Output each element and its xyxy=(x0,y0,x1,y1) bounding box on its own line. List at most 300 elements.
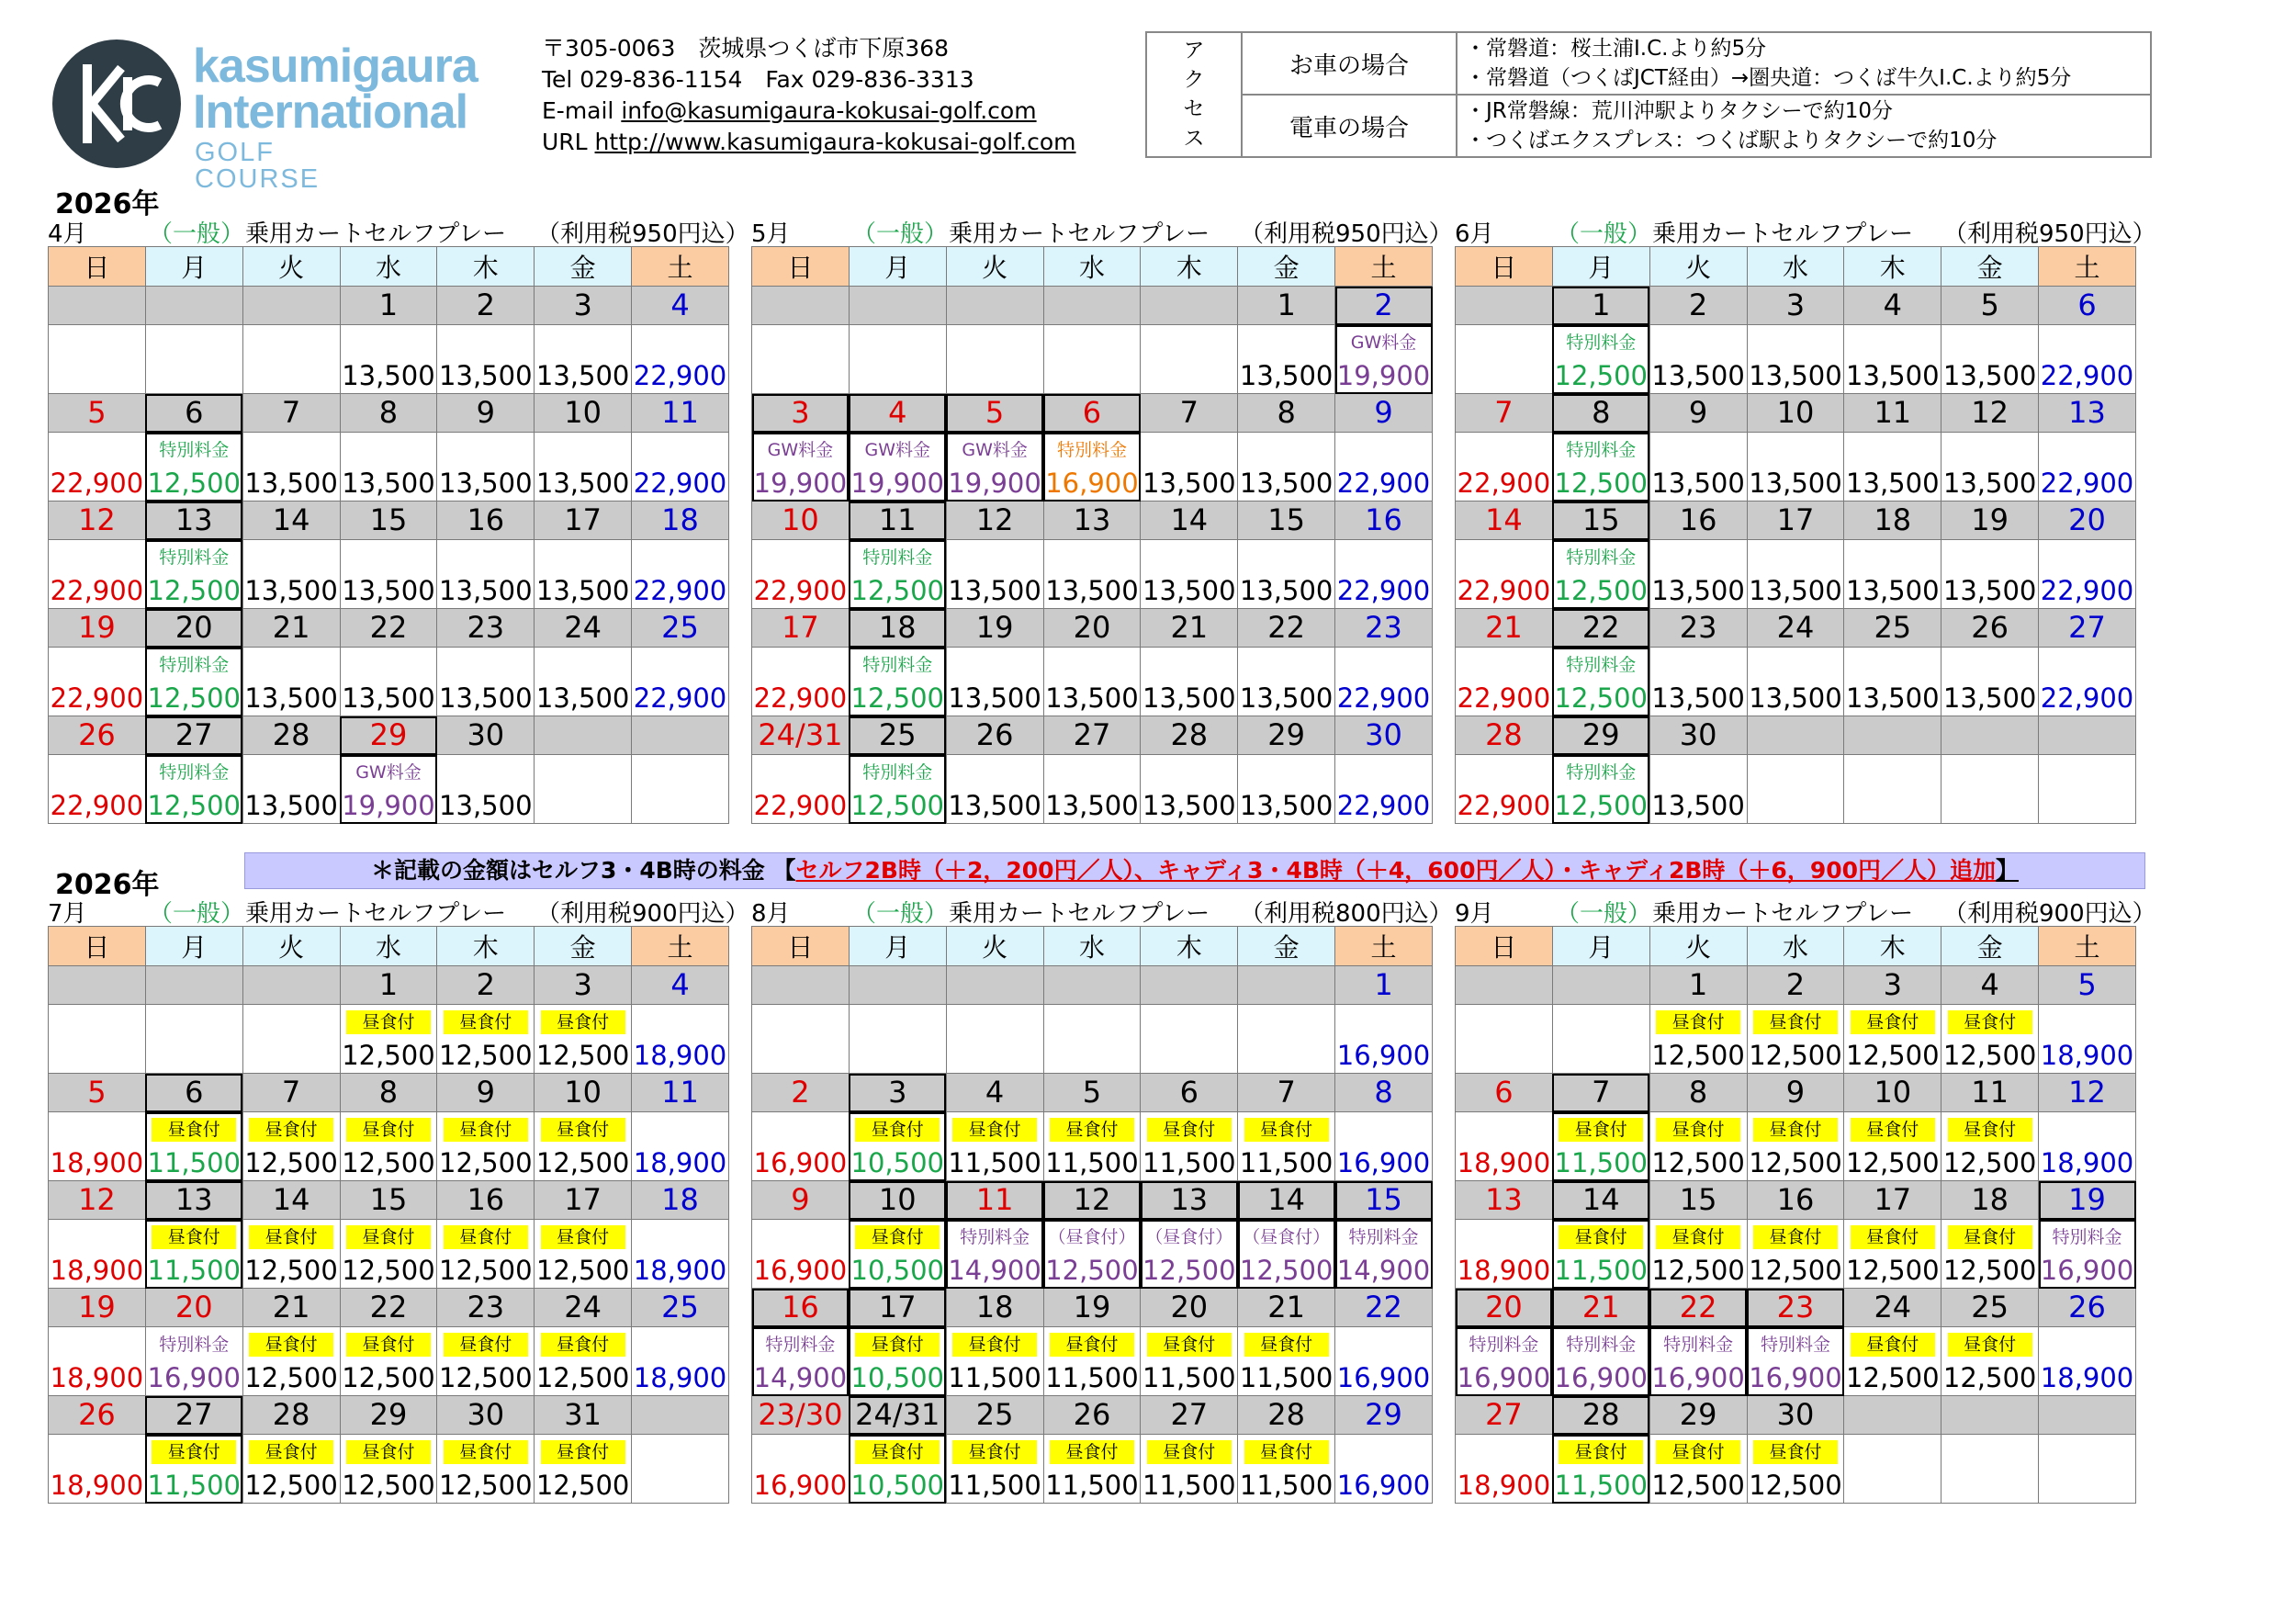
price-cell[interactable] xyxy=(1552,755,1649,824)
date-cell[interactable]: 8 xyxy=(340,1074,437,1112)
price-cell[interactable] xyxy=(1747,1327,1844,1396)
date-cell[interactable]: 2 xyxy=(1335,287,1433,325)
date-cell[interactable]: 6 xyxy=(1043,394,1141,433)
price-cell[interactable] xyxy=(849,755,946,824)
price-cell[interactable] xyxy=(1043,1327,1141,1396)
price-cell[interactable] xyxy=(946,1112,1043,1181)
date-cell[interactable]: 6 xyxy=(1141,1074,1238,1112)
date-cell[interactable]: 9 xyxy=(1335,394,1433,433)
price-cell[interactable] xyxy=(946,1220,1043,1289)
date-cell[interactable]: 4 xyxy=(632,966,729,1005)
date-cell[interactable]: 13 xyxy=(1141,1181,1238,1220)
price-cell[interactable] xyxy=(1649,325,1747,394)
price-cell[interactable] xyxy=(437,325,535,394)
date-cell[interactable]: 25 xyxy=(632,1289,729,1327)
date-cell[interactable]: 22 xyxy=(340,1289,437,1327)
date-cell[interactable]: 22 xyxy=(1552,609,1649,648)
date-cell[interactable]: 3 xyxy=(1844,966,1941,1005)
price-cell[interactable] xyxy=(849,1327,946,1396)
date-cell[interactable]: 4 xyxy=(1941,966,2039,1005)
price-cell[interactable] xyxy=(1649,648,1747,716)
price-cell[interactable] xyxy=(2039,1005,2136,1074)
date-cell[interactable]: 20 xyxy=(1141,1289,1238,1327)
price-cell[interactable] xyxy=(1747,540,1844,609)
date-cell[interactable]: 9 xyxy=(437,1074,535,1112)
price-cell[interactable] xyxy=(1238,1112,1335,1181)
price-cell[interactable] xyxy=(849,540,946,609)
price-cell[interactable] xyxy=(49,648,146,716)
price-cell[interactable] xyxy=(1844,540,1941,609)
price-cell[interactable] xyxy=(1335,1220,1433,1289)
price-cell[interactable] xyxy=(242,1112,340,1181)
price-cell[interactable] xyxy=(2039,540,2136,609)
date-cell[interactable]: 30 xyxy=(437,1396,535,1435)
date-cell[interactable]: 11 xyxy=(946,1181,1043,1220)
date-cell[interactable]: 8 xyxy=(1238,394,1335,433)
date-cell[interactable]: 9 xyxy=(437,394,535,433)
price-cell[interactable] xyxy=(535,540,632,609)
date-cell[interactable]: 2 xyxy=(752,1074,850,1112)
price-cell[interactable] xyxy=(1141,433,1238,502)
price-cell[interactable] xyxy=(1238,1220,1335,1289)
date-cell[interactable]: 1 xyxy=(1335,966,1433,1005)
date-cell[interactable]: 26 xyxy=(946,716,1043,755)
price-cell[interactable] xyxy=(1844,325,1941,394)
date-cell[interactable]: 7 xyxy=(1552,1074,1649,1112)
date-cell[interactable]: 3 xyxy=(1747,287,1844,325)
price-cell[interactable] xyxy=(1941,1220,2039,1289)
date-cell[interactable]: 1 xyxy=(1649,966,1747,1005)
price-cell[interactable] xyxy=(1649,1112,1747,1181)
price-cell[interactable] xyxy=(437,540,535,609)
date-cell[interactable]: 2 xyxy=(437,287,535,325)
date-cell[interactable]: 13 xyxy=(2039,394,2136,433)
price-cell[interactable] xyxy=(1941,325,2039,394)
date-cell[interactable]: 11 xyxy=(849,502,946,540)
date-cell[interactable]: 19 xyxy=(49,609,146,648)
website-link[interactable]: http://www.kasumigaura-kokusai-golf.com xyxy=(594,129,1076,155)
price-cell[interactable] xyxy=(946,540,1043,609)
date-cell[interactable]: 27 xyxy=(1141,1396,1238,1435)
date-cell[interactable]: 28 xyxy=(242,716,340,755)
date-cell[interactable]: 29 xyxy=(1649,1396,1747,1435)
date-cell[interactable]: 26 xyxy=(49,1396,146,1435)
date-cell[interactable]: 4 xyxy=(849,394,946,433)
date-cell[interactable]: 10 xyxy=(849,1181,946,1220)
date-cell[interactable]: 13 xyxy=(145,1181,242,1220)
price-cell[interactable] xyxy=(632,1005,729,1074)
date-cell[interactable]: 25 xyxy=(849,716,946,755)
price-cell[interactable] xyxy=(752,648,850,716)
date-cell[interactable]: 29 xyxy=(1335,1396,1433,1435)
date-cell[interactable]: 5 xyxy=(49,394,146,433)
date-cell[interactable]: 18 xyxy=(1844,502,1941,540)
date-cell[interactable]: 4 xyxy=(1844,287,1941,325)
price-cell[interactable] xyxy=(849,1435,946,1504)
date-cell[interactable]: 27 xyxy=(145,1396,242,1435)
price-cell[interactable] xyxy=(1238,325,1335,394)
date-cell[interactable]: 21 xyxy=(242,1289,340,1327)
date-cell[interactable]: 10 xyxy=(1747,394,1844,433)
date-cell[interactable]: 10 xyxy=(1844,1074,1941,1112)
price-cell[interactable] xyxy=(49,755,146,824)
date-cell[interactable]: 23 xyxy=(437,1289,535,1327)
price-cell[interactable] xyxy=(632,540,729,609)
price-cell[interactable] xyxy=(49,1220,146,1289)
date-cell[interactable]: 25 xyxy=(946,1396,1043,1435)
price-cell[interactable] xyxy=(242,1327,340,1396)
date-cell[interactable]: 23/30 xyxy=(752,1396,850,1435)
date-cell[interactable]: 30 xyxy=(1335,716,1433,755)
date-cell[interactable]: 3 xyxy=(535,966,632,1005)
date-cell[interactable]: 16 xyxy=(437,502,535,540)
price-cell[interactable] xyxy=(242,1220,340,1289)
price-cell[interactable] xyxy=(1649,540,1747,609)
price-cell[interactable] xyxy=(145,1220,242,1289)
price-cell[interactable] xyxy=(1649,1220,1747,1289)
date-cell[interactable]: 30 xyxy=(1747,1396,1844,1435)
price-cell[interactable] xyxy=(849,1112,946,1181)
price-cell[interactable] xyxy=(632,1220,729,1289)
price-cell[interactable] xyxy=(2039,1112,2136,1181)
price-cell[interactable] xyxy=(752,433,850,502)
price-cell[interactable] xyxy=(752,1327,850,1396)
date-cell[interactable]: 5 xyxy=(49,1074,146,1112)
date-cell[interactable]: 31 xyxy=(535,1396,632,1435)
date-cell[interactable]: 28 xyxy=(1141,716,1238,755)
date-cell[interactable]: 2 xyxy=(1747,966,1844,1005)
price-cell[interactable] xyxy=(242,1435,340,1504)
price-cell[interactable] xyxy=(1649,433,1747,502)
price-cell[interactable] xyxy=(752,1435,850,1504)
date-cell[interactable]: 4 xyxy=(632,287,729,325)
price-cell[interactable] xyxy=(2039,1327,2136,1396)
date-cell[interactable]: 21 xyxy=(1552,1289,1649,1327)
date-cell[interactable]: 15 xyxy=(340,1181,437,1220)
price-cell[interactable] xyxy=(242,648,340,716)
price-cell[interactable] xyxy=(1456,1112,1553,1181)
price-cell[interactable] xyxy=(1747,1112,1844,1181)
date-cell[interactable]: 27 xyxy=(145,716,242,755)
price-cell[interactable] xyxy=(49,1112,146,1181)
price-cell[interactable] xyxy=(1552,325,1649,394)
date-cell[interactable]: 14 xyxy=(1238,1181,1335,1220)
date-cell[interactable]: 29 xyxy=(1552,716,1649,755)
price-cell[interactable] xyxy=(437,1435,535,1504)
price-cell[interactable] xyxy=(242,755,340,824)
date-cell[interactable]: 22 xyxy=(1649,1289,1747,1327)
price-cell[interactable] xyxy=(1335,325,1433,394)
date-cell[interactable]: 2 xyxy=(1649,287,1747,325)
date-cell[interactable]: 5 xyxy=(2039,966,2136,1005)
price-cell[interactable] xyxy=(1941,1327,2039,1396)
date-cell[interactable]: 18 xyxy=(632,502,729,540)
date-cell[interactable]: 19 xyxy=(946,609,1043,648)
price-cell[interactable] xyxy=(849,648,946,716)
price-cell[interactable] xyxy=(1844,648,1941,716)
date-cell[interactable]: 29 xyxy=(340,716,437,755)
date-cell[interactable]: 17 xyxy=(752,609,850,648)
price-cell[interactable] xyxy=(437,755,535,824)
price-cell[interactable] xyxy=(1552,648,1649,716)
date-cell[interactable]: 22 xyxy=(1335,1289,1433,1327)
date-cell[interactable]: 11 xyxy=(1941,1074,2039,1112)
price-cell[interactable] xyxy=(2039,648,2136,716)
price-cell[interactable] xyxy=(145,540,242,609)
price-cell[interactable] xyxy=(946,648,1043,716)
date-cell[interactable]: 7 xyxy=(1141,394,1238,433)
price-cell[interactable] xyxy=(946,433,1043,502)
price-cell[interactable] xyxy=(1456,755,1553,824)
date-cell[interactable]: 8 xyxy=(1649,1074,1747,1112)
price-cell[interactable] xyxy=(1043,1220,1141,1289)
price-cell[interactable] xyxy=(946,1327,1043,1396)
price-cell[interactable] xyxy=(1335,755,1433,824)
date-cell[interactable]: 9 xyxy=(1649,394,1747,433)
price-cell[interactable] xyxy=(752,1220,850,1289)
date-cell[interactable]: 12 xyxy=(2039,1074,2136,1112)
date-cell[interactable]: 25 xyxy=(632,609,729,648)
date-cell[interactable]: 8 xyxy=(1335,1074,1433,1112)
price-cell[interactable] xyxy=(1335,1435,1433,1504)
date-cell[interactable]: 17 xyxy=(535,502,632,540)
price-cell[interactable] xyxy=(1456,1220,1553,1289)
price-cell[interactable] xyxy=(1043,1112,1141,1181)
date-cell[interactable]: 21 xyxy=(1141,609,1238,648)
date-cell[interactable]: 20 xyxy=(2039,502,2136,540)
date-cell[interactable]: 18 xyxy=(1941,1181,2039,1220)
price-cell[interactable] xyxy=(340,755,437,824)
price-cell[interactable] xyxy=(1649,1327,1747,1396)
price-cell[interactable] xyxy=(145,1435,242,1504)
price-cell[interactable] xyxy=(242,540,340,609)
price-cell[interactable] xyxy=(1141,1220,1238,1289)
date-cell[interactable]: 15 xyxy=(1238,502,1335,540)
date-cell[interactable]: 14 xyxy=(1456,502,1553,540)
date-cell[interactable]: 1 xyxy=(1238,287,1335,325)
date-cell[interactable]: 3 xyxy=(752,394,850,433)
date-cell[interactable]: 24 xyxy=(1844,1289,1941,1327)
date-cell[interactable]: 30 xyxy=(1649,716,1747,755)
price-cell[interactable] xyxy=(1456,540,1553,609)
date-cell[interactable]: 28 xyxy=(1238,1396,1335,1435)
date-cell[interactable]: 15 xyxy=(1335,1181,1433,1220)
date-cell[interactable]: 23 xyxy=(1747,1289,1844,1327)
price-cell[interactable] xyxy=(145,648,242,716)
date-cell[interactable]: 24 xyxy=(535,1289,632,1327)
price-cell[interactable] xyxy=(1747,1005,1844,1074)
date-cell[interactable]: 9 xyxy=(752,1181,850,1220)
date-cell[interactable]: 17 xyxy=(1844,1181,1941,1220)
price-cell[interactable] xyxy=(752,755,850,824)
date-cell[interactable]: 10 xyxy=(535,1074,632,1112)
date-cell[interactable]: 19 xyxy=(2039,1181,2136,1220)
price-cell[interactable] xyxy=(1747,325,1844,394)
date-cell[interactable]: 5 xyxy=(1043,1074,1141,1112)
date-cell[interactable]: 12 xyxy=(49,1181,146,1220)
date-cell[interactable]: 26 xyxy=(2039,1289,2136,1327)
date-cell[interactable]: 12 xyxy=(946,502,1043,540)
date-cell[interactable]: 12 xyxy=(1043,1181,1141,1220)
date-cell[interactable]: 6 xyxy=(145,394,242,433)
price-cell[interactable] xyxy=(145,1112,242,1181)
date-cell[interactable]: 17 xyxy=(1747,502,1844,540)
price-cell[interactable] xyxy=(946,1435,1043,1504)
price-cell[interactable] xyxy=(340,1005,437,1074)
date-cell[interactable]: 10 xyxy=(535,394,632,433)
price-cell[interactable] xyxy=(340,540,437,609)
date-cell[interactable]: 20 xyxy=(145,609,242,648)
date-cell[interactable]: 1 xyxy=(1552,287,1649,325)
date-cell[interactable]: 17 xyxy=(849,1289,946,1327)
date-cell[interactable]: 20 xyxy=(1043,609,1141,648)
price-cell[interactable] xyxy=(437,1327,535,1396)
price-cell[interactable] xyxy=(145,755,242,824)
price-cell[interactable] xyxy=(1456,433,1553,502)
price-cell[interactable] xyxy=(752,1112,850,1181)
price-cell[interactable] xyxy=(1141,648,1238,716)
price-cell[interactable] xyxy=(632,433,729,502)
date-cell[interactable]: 20 xyxy=(1456,1289,1553,1327)
date-cell[interactable]: 25 xyxy=(1941,1289,2039,1327)
date-cell[interactable]: 21 xyxy=(1238,1289,1335,1327)
date-cell[interactable]: 11 xyxy=(1844,394,1941,433)
price-cell[interactable] xyxy=(1043,540,1141,609)
price-cell[interactable] xyxy=(340,1220,437,1289)
date-cell[interactable]: 3 xyxy=(849,1074,946,1112)
price-cell[interactable] xyxy=(1335,433,1433,502)
date-cell[interactable]: 27 xyxy=(1456,1396,1553,1435)
price-cell[interactable] xyxy=(1335,1327,1433,1396)
price-cell[interactable] xyxy=(1649,1435,1747,1504)
date-cell[interactable]: 7 xyxy=(242,1074,340,1112)
date-cell[interactable]: 23 xyxy=(1335,609,1433,648)
date-cell[interactable]: 21 xyxy=(1456,609,1553,648)
price-cell[interactable] xyxy=(1941,648,2039,716)
price-cell[interactable] xyxy=(1747,1435,1844,1504)
price-cell[interactable] xyxy=(1043,433,1141,502)
date-cell[interactable]: 27 xyxy=(2039,609,2136,648)
date-cell[interactable]: 17 xyxy=(535,1181,632,1220)
date-cell[interactable]: 16 xyxy=(437,1181,535,1220)
date-cell[interactable]: 26 xyxy=(1941,609,2039,648)
price-cell[interactable] xyxy=(1238,1327,1335,1396)
date-cell[interactable]: 6 xyxy=(145,1074,242,1112)
date-cell[interactable]: 12 xyxy=(49,502,146,540)
price-cell[interactable] xyxy=(946,755,1043,824)
date-cell[interactable]: 11 xyxy=(632,1074,729,1112)
price-cell[interactable] xyxy=(49,1435,146,1504)
price-cell[interactable] xyxy=(1552,433,1649,502)
price-cell[interactable] xyxy=(535,1005,632,1074)
date-cell[interactable]: 22 xyxy=(1238,609,1335,648)
date-cell[interactable]: 12 xyxy=(1941,394,2039,433)
price-cell[interactable] xyxy=(340,1435,437,1504)
date-cell[interactable]: 23 xyxy=(1649,609,1747,648)
price-cell[interactable] xyxy=(1747,648,1844,716)
price-cell[interactable] xyxy=(1844,1327,1941,1396)
date-cell[interactable]: 2 xyxy=(437,966,535,1005)
price-cell[interactable] xyxy=(437,1220,535,1289)
date-cell[interactable]: 10 xyxy=(752,502,850,540)
price-cell[interactable] xyxy=(1552,1220,1649,1289)
price-cell[interactable] xyxy=(1649,755,1747,824)
price-cell[interactable] xyxy=(145,433,242,502)
price-cell[interactable] xyxy=(1335,648,1433,716)
price-cell[interactable] xyxy=(437,648,535,716)
price-cell[interactable] xyxy=(1552,540,1649,609)
date-cell[interactable]: 18 xyxy=(849,609,946,648)
price-cell[interactable] xyxy=(437,433,535,502)
price-cell[interactable] xyxy=(1941,433,2039,502)
price-cell[interactable] xyxy=(535,1112,632,1181)
date-cell[interactable]: 18 xyxy=(632,1181,729,1220)
date-cell[interactable]: 24/31 xyxy=(752,716,850,755)
price-cell[interactable] xyxy=(242,433,340,502)
price-cell[interactable] xyxy=(1456,1435,1553,1504)
date-cell[interactable]: 14 xyxy=(242,1181,340,1220)
date-cell[interactable]: 16 xyxy=(1649,502,1747,540)
price-cell[interactable] xyxy=(1552,1435,1649,1504)
date-cell[interactable]: 13 xyxy=(1456,1181,1553,1220)
date-cell[interactable]: 24 xyxy=(535,609,632,648)
date-cell[interactable]: 29 xyxy=(1238,716,1335,755)
price-cell[interactable] xyxy=(1844,433,1941,502)
price-cell[interactable] xyxy=(437,1005,535,1074)
date-cell[interactable]: 28 xyxy=(1552,1396,1649,1435)
price-cell[interactable] xyxy=(1141,1112,1238,1181)
date-cell[interactable]: 11 xyxy=(632,394,729,433)
date-cell[interactable]: 14 xyxy=(1141,502,1238,540)
date-cell[interactable]: 7 xyxy=(242,394,340,433)
price-cell[interactable] xyxy=(1844,1005,1941,1074)
date-cell[interactable]: 16 xyxy=(1747,1181,1844,1220)
price-cell[interactable] xyxy=(1141,540,1238,609)
price-cell[interactable] xyxy=(1141,1435,1238,1504)
price-cell[interactable] xyxy=(1941,1005,2039,1074)
price-cell[interactable] xyxy=(49,540,146,609)
date-cell[interactable]: 25 xyxy=(1844,609,1941,648)
date-cell[interactable]: 29 xyxy=(340,1396,437,1435)
date-cell[interactable]: 14 xyxy=(242,502,340,540)
price-cell[interactable] xyxy=(1747,433,1844,502)
price-cell[interactable] xyxy=(1238,755,1335,824)
price-cell[interactable] xyxy=(1456,1327,1553,1396)
price-cell[interactable] xyxy=(1552,1327,1649,1396)
date-cell[interactable]: 26 xyxy=(1043,1396,1141,1435)
date-cell[interactable]: 28 xyxy=(1456,716,1553,755)
price-cell[interactable] xyxy=(535,648,632,716)
date-cell[interactable]: 8 xyxy=(1552,394,1649,433)
date-cell[interactable]: 16 xyxy=(752,1289,850,1327)
date-cell[interactable]: 9 xyxy=(1747,1074,1844,1112)
price-cell[interactable] xyxy=(1141,755,1238,824)
price-cell[interactable] xyxy=(340,325,437,394)
price-cell[interactable] xyxy=(1844,1112,1941,1181)
price-cell[interactable] xyxy=(340,1327,437,1396)
date-cell[interactable]: 18 xyxy=(946,1289,1043,1327)
date-cell[interactable]: 21 xyxy=(242,609,340,648)
price-cell[interactable] xyxy=(1238,648,1335,716)
date-cell[interactable]: 19 xyxy=(1043,1289,1141,1327)
price-cell[interactable] xyxy=(535,1435,632,1504)
price-cell[interactable] xyxy=(849,433,946,502)
price-cell[interactable] xyxy=(1238,540,1335,609)
price-cell[interactable] xyxy=(1941,540,2039,609)
date-cell[interactable]: 24 xyxy=(1747,609,1844,648)
date-cell[interactable]: 13 xyxy=(145,502,242,540)
price-cell[interactable] xyxy=(1043,1435,1141,1504)
